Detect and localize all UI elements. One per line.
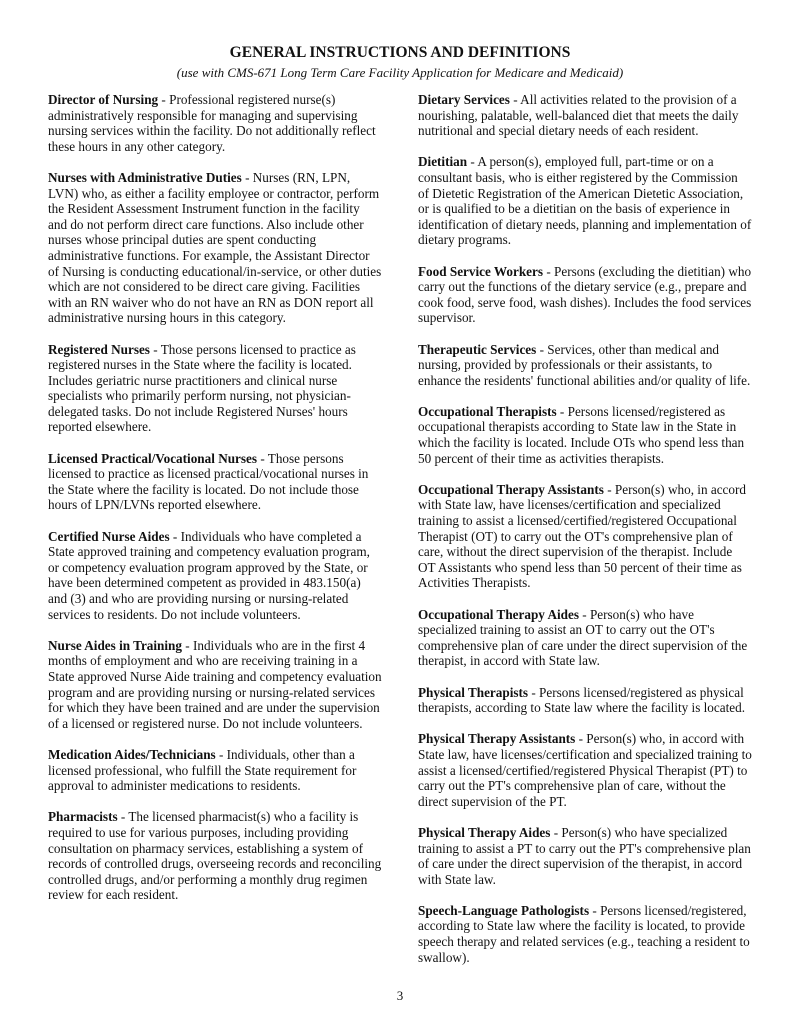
page-title: GENERAL INSTRUCTIONS AND DEFINITIONS [229, 44, 571, 61]
right-column [418, 92, 752, 981]
definition-term: Pharmacists [48, 809, 118, 825]
definition-item [418, 264, 752, 326]
definition-term: Nurse Aides in Training [48, 637, 182, 653]
definition-item [418, 825, 752, 887]
page-number: 3 [396, 988, 404, 1003]
definition-item [48, 342, 382, 436]
definition-text: - Professional registered nurse(s) administratively responsible for managing and supervising nursing services within the facility. Do not additionally reflect these hours in any other category. [48, 92, 376, 154]
left-column [48, 92, 382, 918]
definition-term: Occupational Therapy Aides [418, 606, 579, 622]
definition-term: Physical Therapy Assistants [418, 731, 576, 747]
definition-term: Dietitian [418, 154, 468, 170]
definition-term: Physical Therapy Aides [418, 824, 551, 840]
definition-text: - Nurses (RN, LPN, LVN) who, as either a facility employee or contractor, perform the Resident Assessment Instrument function in the facility and do not perform direct care functions. Also include other nurses whose principal duties are spent conducting administrative functions. For example, the Assistant Director of Nursing is conducting educational/in-service, or other duties which are not considered to be direct care giving. Facilities with an RN waiver who do not have an RN as DON report all administrative nursing hours in this category. [48, 169, 382, 326]
definition-text: - Persons licensed/registered as occupational therapists according to State law in the State in which the facility is located. Include OTs who spend less than 50 percent of their time as activities therapists. [418, 403, 745, 466]
definition-item [48, 747, 382, 794]
definition-text: - Person(s) who have specialized training to assist an OT to carry out the OT's comprehensive plan of care under the direct supervision of the therapist, in accord with State law. [418, 606, 748, 669]
definition-text: - Individuals, other than a licensed professional, who fulfill the State requirement for approval to administer medications to residents. [48, 746, 357, 794]
definition-text: - Individuals who are in the first 4 months of employment and who are receiving training in a State approved Nurse Aide training and competency evaluation program and are providing nursing or nursing-related services for which they have been trained and are under the supervision of a licensed or registered nurse. Do not include volunteers. [48, 637, 382, 731]
definition-item [418, 92, 752, 139]
definition-item [418, 685, 752, 716]
definition-item [48, 809, 382, 903]
definition-term: Speech-Language Pathologists [418, 902, 590, 918]
definition-text: - Person(s) who have specialized training to assist a PT to carry out the PT's comprehensive plan of care under the direct supervision of the therapist, in accord with State law. [418, 824, 751, 887]
definition-item [418, 342, 752, 389]
definition-text: - Persons licensed/registered as physical therapists, according to State law where the facility is located. [418, 684, 746, 716]
definition-item [418, 903, 752, 965]
definition-term: Occupational Therapists [418, 403, 557, 419]
definition-item [418, 154, 752, 248]
definition-item [48, 170, 382, 326]
definition-term: Food Service Workers [418, 263, 544, 279]
definition-text: - Those persons licensed to practice as registered nurses in the State where the facility is located. Includes geriatric nurse practitioners and clinical nurse specialists who primarily perform nursing, not physician-delegated tasks. Do not include Registered Nurses' hours reported elsewhere. [48, 341, 356, 435]
definition-text: - Those persons licensed to practice as licensed practical/vocational nurses in the State where the facility is located. Do not include those hours of LPN/LVNs reported elsewhere. [48, 450, 369, 513]
definition-item [48, 92, 382, 154]
definition-item [418, 607, 752, 669]
definition-item [418, 404, 752, 466]
definition-term: Nurses with Administrative Duties [48, 169, 242, 185]
definition-item [48, 638, 382, 732]
definition-item [418, 731, 752, 809]
definition-text: - Persons licensed/registered, according to State law where the facility is located, to provide speech therapy and related services (e.g., teaching a resident to swallow). [418, 902, 750, 965]
definition-term: Registered Nurses [48, 341, 150, 357]
definition-term: Therapeutic Services [418, 341, 537, 357]
definition-text: - Person(s) who, in accord with State law, have licenses/certification and specialized training to assist a licensed/certified/registered Occupational Therapist (OT) to carry out the OT's comprehensive plan of care, without the direct supervision of the therapist. Include OT Assistants who spend less than 50 percent of their time as Activities Therapists. [418, 481, 746, 591]
definition-text: - Persons (excluding the dietitian) who carry out the functions of the dietary service (e.g., prepare and cook food, serve food, wash dishes). Includes the food services supervisor. [418, 263, 752, 326]
definition-text: - Individuals who have completed a State approved training and competency evaluation program, or competency evaluation program approved by the State, or have been determined competent as provided in 483.150(a) and (3) and who are providing nursing or nursing-related services to residents. Do not include volunteers. [48, 528, 370, 622]
definition-item [48, 529, 382, 623]
definition-term: Occupational Therapy Assistants [418, 481, 604, 497]
page-subtitle: (use with CMS-671 Long Term Care Facility Application for Medicare and Medicaid) [176, 65, 624, 80]
definition-text: - The licensed pharmacist(s) who a facility is required to use for various purposes, including providing consultation on pharmacy services, establishing a system of records of controlled drugs, overseeing records and reconciling controlled drugs, and/or performing a monthly drug regimen review for each resident. [48, 809, 382, 903]
definition-term: Director of Nursing [48, 92, 159, 107]
definition-term: Physical Therapists [418, 684, 529, 700]
definition-term: Licensed Practical/Vocational Nurses [48, 450, 258, 466]
definition-text: - Services, other than medical and nursing, provided by professionals or their assistants, to enhance the residents' functional abilities and/or quality of life. [418, 341, 751, 388]
definition-text: - Person(s) who, in accord with State law, have licenses/certification and specialized training to assist a licensed/certified/registered Physical Therapist (PT) to carry out the PT's comprehensive plan of care, without the direct supervision of the PT. [418, 731, 752, 809]
definition-item [418, 482, 752, 591]
definition-item [48, 451, 382, 513]
definition-term: Dietary Services [418, 92, 510, 107]
definition-term: Certified Nurse Aides [48, 528, 170, 544]
definition-text: - All activities related to the provision of a nourishing, palatable, well-balanced diet that meets the daily nutritional and special dietary needs of each resident. [418, 92, 739, 139]
definition-text: - A person(s), employed full, part-time or on a consultant basis, who is either registered by the Commission of Dietetic Registration of the American Dietetic Association, or is qualified to be a dietitian on the basis of experience in identification of dietary needs, planning and implementation of dietary programs. [418, 154, 752, 248]
definition-term: Medication Aides/Technicians [48, 746, 216, 762]
